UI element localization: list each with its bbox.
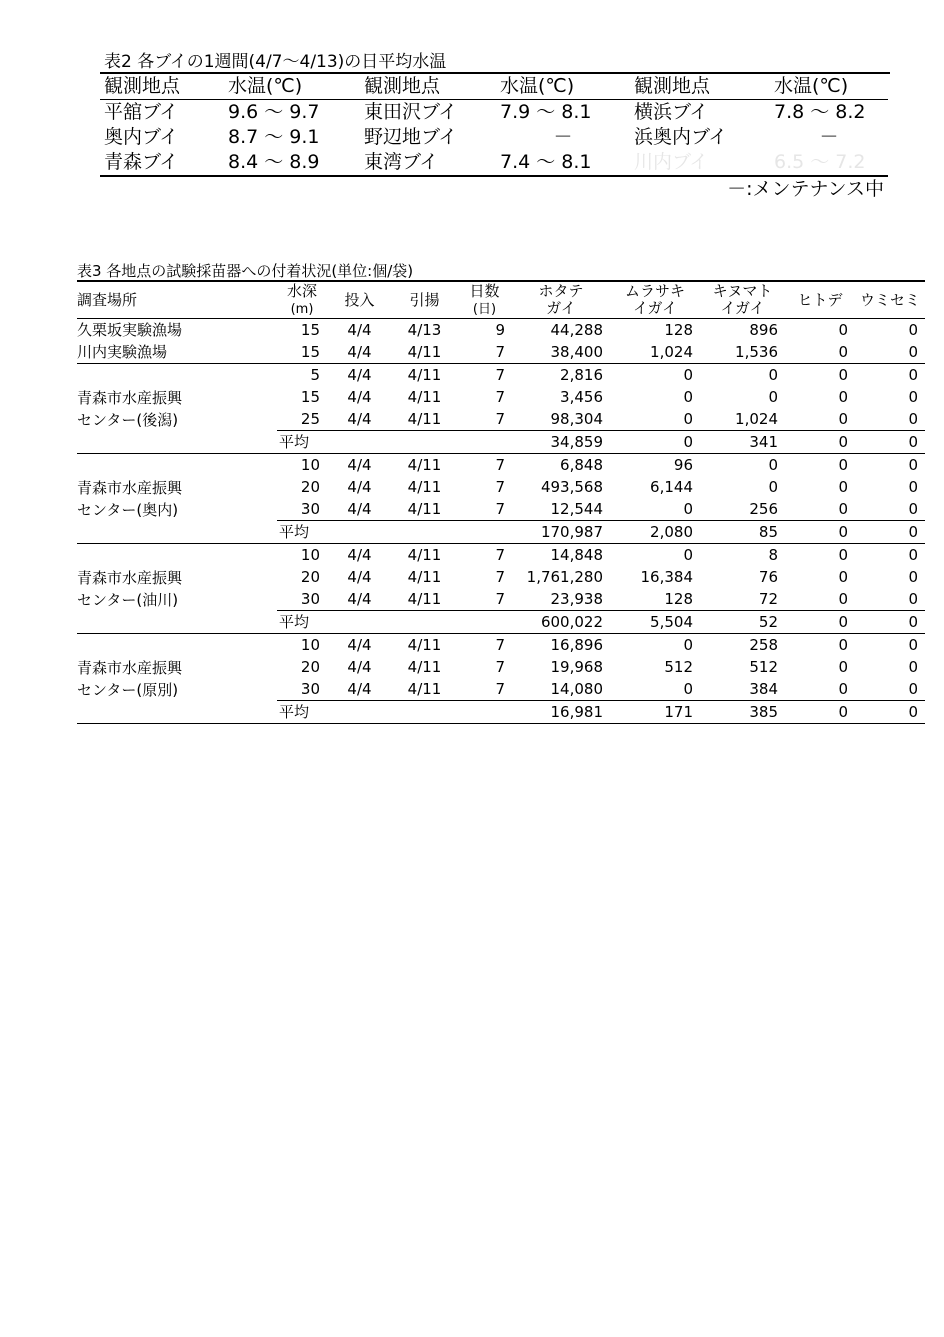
kinumato-count: 1,536 [700,341,785,364]
days-cell: 7 [495,590,505,608]
header-kinumato: キヌマト イガイ [712,282,773,317]
table2-header: 観測地点 [634,75,711,97]
deploy-date-cell: 4/4 [347,546,372,564]
starfish-count: 0 [838,500,848,518]
table2-row [100,150,888,176]
scallop-count: 493,568 [540,478,603,496]
kinumato-count: 256 [749,500,778,518]
starfish-average: 0 [785,611,855,634]
retrieve-date-cell: 4/11 [407,478,442,496]
header-mussel: ムラサキ イガイ [624,282,685,317]
depth-cell: 10 [300,456,320,474]
temperature-range: 8.7 ～ 9.1 [228,126,320,148]
header-umisemi: ウミセミ [859,290,920,309]
depth-cell: 15 [277,341,327,364]
table-row [77,454,925,477]
retrieve-date-cell: 4/11 [407,590,442,608]
starfish-count: 0 [785,341,855,364]
depth-cell: 25 [300,410,320,428]
umisemi-average: 0 [855,701,925,724]
table2-header: 観測地点 [364,75,441,97]
table3-caption: 表3 各地点の試験採苗器への付着状況(単位:個/袋) [77,262,925,281]
umisemi-count: 0 [908,388,918,406]
depth-cell: 20 [300,658,320,676]
kinumato-count: 896 [749,321,778,339]
umisemi-count: 0 [908,478,918,496]
days-cell: 7 [495,478,505,496]
retrieve-date-cell: 4/13 [407,321,442,339]
mussel-count: 128 [664,590,693,608]
mussel-count: 0 [683,366,693,384]
buoy-name: 浜奥内ブイ [634,126,728,148]
depth-cell: 15 [300,321,320,339]
deploy-date-cell: 4/4 [347,500,372,518]
starfish-count: 0 [838,478,848,496]
retrieve-date-cell: 4/11 [407,500,442,518]
scallop-count: 6,848 [560,456,603,474]
table2-row [100,125,888,150]
mussel-average: 0 [610,431,700,454]
umisemi-count: 0 [908,680,918,698]
days-cell: 7 [495,658,505,676]
table2-header: 水温(℃) [774,75,849,97]
deploy-date-cell: 4/4 [347,321,372,339]
temperature-range: 7.8 ～ 8.2 [774,101,866,123]
scallop-count: 98,304 [550,410,603,428]
starfish-count: 0 [838,568,848,586]
depth-cell: 10 [300,636,320,654]
kinumato-count: 384 [749,680,778,698]
mussel-count: 0 [683,636,693,654]
starfish-count: 0 [838,410,848,428]
mussel-average: 5,504 [610,611,700,634]
kinumato-count: 0 [768,388,778,406]
buoy-name: 平舘ブイ [104,101,179,123]
retrieve-date-cell: 4/11 [392,341,457,364]
mussel-count: 128 [664,321,693,339]
starfish-count: 0 [838,456,848,474]
umisemi-count: 0 [908,500,918,518]
days-cell: 7 [495,500,505,518]
mussel-count: 0 [683,388,693,406]
retrieve-date-cell: 4/11 [407,410,442,428]
table2-header-row [100,74,888,100]
header-days: 日数 (日) [469,281,500,317]
kinumato-count: 76 [758,568,778,586]
average-label: 平均 [277,611,512,634]
depth-cell: 30 [300,500,320,518]
kinumato-average: 341 [700,431,785,454]
water-temperature-table [100,52,890,201]
starfish-count: 0 [838,680,848,698]
scallop-average: 34,859 [512,431,610,454]
umisemi-count: 0 [908,321,918,339]
scallop-count: 14,080 [550,680,603,698]
days-cell: 7 [495,546,505,564]
temperature-range: 7.4 ～ 8.1 [500,151,592,173]
scallop-count: 12,544 [550,500,603,518]
location-name: 青森市水産振興 センター(油川) [77,544,277,634]
retrieve-date-cell: 4/11 [407,388,442,406]
scallop-count: 1,761,280 [526,568,603,586]
retrieve-date-cell: 4/11 [407,568,442,586]
scallop-average: 600,022 [512,611,610,634]
kinumato-average: 85 [700,521,785,544]
temperature-range: － [819,126,839,148]
kinumato-count: 258 [749,636,778,654]
retrieve-date-cell: 4/11 [407,546,442,564]
buoy-name: 青森ブイ [104,151,179,173]
days-cell: 7 [495,388,505,406]
scallop-count: 23,938 [550,590,603,608]
table2-row [100,100,888,126]
buoy-name: 野辺地ブイ [364,126,458,148]
deploy-date-cell: 4/4 [327,341,392,364]
umisemi-count: 0 [908,590,918,608]
retrieve-date-cell: 4/11 [407,680,442,698]
table-row [77,544,925,567]
header-depth: 水深 (m) [286,281,317,317]
deploy-date-cell: 4/4 [347,410,372,428]
umisemi-average: 0 [855,431,925,454]
scallop-count: 14,848 [550,546,603,564]
temperature-range: － [553,126,573,148]
umisemi-average: 0 [855,521,925,544]
buoy-name: 東田沢ブイ [364,101,458,123]
location-name: 青森市水産振興 センター(後潟) [77,364,277,454]
depth-cell: 30 [300,680,320,698]
table2-header: 観測地点 [104,75,181,97]
mussel-count: 16,384 [640,568,693,586]
header-deploy: 投入 [344,290,375,309]
kinumato-count: 512 [749,658,778,676]
kinumato-average: 385 [700,701,785,724]
days-cell: 7 [495,366,505,384]
location-name: 青森市水産振興 センター(奥内) [77,454,277,544]
umisemi-count: 0 [908,568,918,586]
table-row [77,634,925,657]
kinumato-average: 52 [700,611,785,634]
deploy-date-cell: 4/4 [347,568,372,586]
mussel-average: 2,080 [610,521,700,544]
header-location: 調査場所 [77,290,138,309]
retrieve-date-cell: 4/11 [407,636,442,654]
kinumato-count: 8 [768,546,778,564]
temperature-range: 7.9 ～ 8.1 [500,101,592,123]
depth-cell: 5 [310,366,320,384]
days-cell: 7 [495,636,505,654]
table3-grid [77,281,925,724]
average-label: 平均 [277,431,512,454]
starfish-count: 0 [838,658,848,676]
deploy-date-cell: 4/4 [347,478,372,496]
starfish-count: 0 [838,388,848,406]
temperature-range: 9.6 ～ 9.7 [228,101,320,123]
temperature-range: 8.4 ～ 8.9 [228,151,320,173]
mussel-count: 0 [683,500,693,518]
mussel-count: 0 [683,680,693,698]
umisemi-count: 0 [855,341,925,364]
umisemi-average: 0 [855,611,925,634]
retrieve-date-cell: 4/11 [407,456,442,474]
kinumato-count: 0 [768,478,778,496]
deploy-date-cell: 4/4 [347,456,372,474]
mussel-count: 96 [673,456,693,474]
header-retrieve: 引揚 [409,290,440,309]
scallop-count: 3,456 [560,388,603,406]
deploy-date-cell: 4/4 [347,636,372,654]
table3-body [77,319,925,724]
days-cell: 7 [457,341,512,364]
header-starfish: ヒトデ [797,290,843,309]
scallop-count: 44,288 [550,321,603,339]
depth-cell: 10 [300,546,320,564]
umisemi-count: 0 [908,410,918,428]
location-name: 青森市水産振興 センター(原別) [77,634,277,724]
deploy-date-cell: 4/4 [347,658,372,676]
buoy-name: 横浜ブイ [634,101,709,123]
retrieve-date-cell: 4/11 [407,366,442,384]
buoy-name: 東湾ブイ [364,151,439,173]
retrieve-date-cell: 4/11 [407,658,442,676]
depth-cell: 20 [300,478,320,496]
average-label: 平均 [277,521,512,544]
starfish-count: 0 [838,546,848,564]
depth-cell: 15 [300,388,320,406]
kinumato-count: 0 [768,366,778,384]
buoy-name: 川内ブイ [634,151,709,173]
mussel-count: 0 [683,410,693,428]
starfish-count: 0 [838,590,848,608]
mussel-average: 171 [610,701,700,724]
table3-header-row [77,282,925,319]
deploy-date-cell: 4/4 [347,366,372,384]
scallop-count: 16,896 [550,636,603,654]
mussel-count: 1,024 [610,341,700,364]
average-label: 平均 [277,701,512,724]
deploy-date-cell: 4/4 [347,590,372,608]
umisemi-count: 0 [908,366,918,384]
days-cell: 7 [495,568,505,586]
deploy-date-cell: 4/4 [347,388,372,406]
depth-cell: 30 [300,590,320,608]
temperature-range: 6.5 ～ 7.2 [774,151,866,173]
mussel-count: 0 [683,546,693,564]
scallop-average: 170,987 [512,521,610,544]
umisemi-count: 0 [908,636,918,654]
kinumato-count: 0 [768,456,778,474]
table-row [77,341,925,364]
starfish-average: 0 [785,701,855,724]
maintenance-note: －:メンテナンス中 [727,178,884,200]
mussel-count: 512 [664,658,693,676]
table2-header: 水温(℃) [500,75,575,97]
starfish-average: 0 [785,431,855,454]
scallop-average: 16,981 [512,701,610,724]
depth-cell: 20 [300,568,320,586]
days-cell: 7 [495,456,505,474]
scallop-count: 19,968 [550,658,603,676]
location-name: 川内実験漁場 [77,341,277,364]
scallop-count: 2,816 [560,366,603,384]
umisemi-count: 0 [908,658,918,676]
scallop-count: 38,400 [512,341,610,364]
location-name: 久栗坂実験漁場 [77,321,183,339]
mussel-count: 6,144 [650,478,693,496]
days-cell: 9 [495,321,505,339]
kinumato-count: 72 [758,590,778,608]
starfish-average: 0 [785,521,855,544]
table2-grid [100,74,888,177]
starfish-count: 0 [838,636,848,654]
umisemi-count: 0 [908,546,918,564]
starfish-count: 0 [838,366,848,384]
starfish-count: 0 [838,321,848,339]
spat-collection-table [77,262,925,724]
deploy-date-cell: 4/4 [347,680,372,698]
umisemi-count: 0 [908,456,918,474]
table2-header: 水温(℃) [228,75,303,97]
table-row [77,319,925,342]
days-cell: 7 [495,410,505,428]
days-cell: 7 [495,680,505,698]
header-scallop: ホタテ ガイ [538,282,584,317]
kinumato-count: 1,024 [735,410,778,428]
table-row [77,364,925,387]
table2-caption: 表2 各ブイの1週間(4/7～4/13)の日平均水温 [100,52,890,74]
buoy-name: 奥内ブイ [104,126,179,148]
